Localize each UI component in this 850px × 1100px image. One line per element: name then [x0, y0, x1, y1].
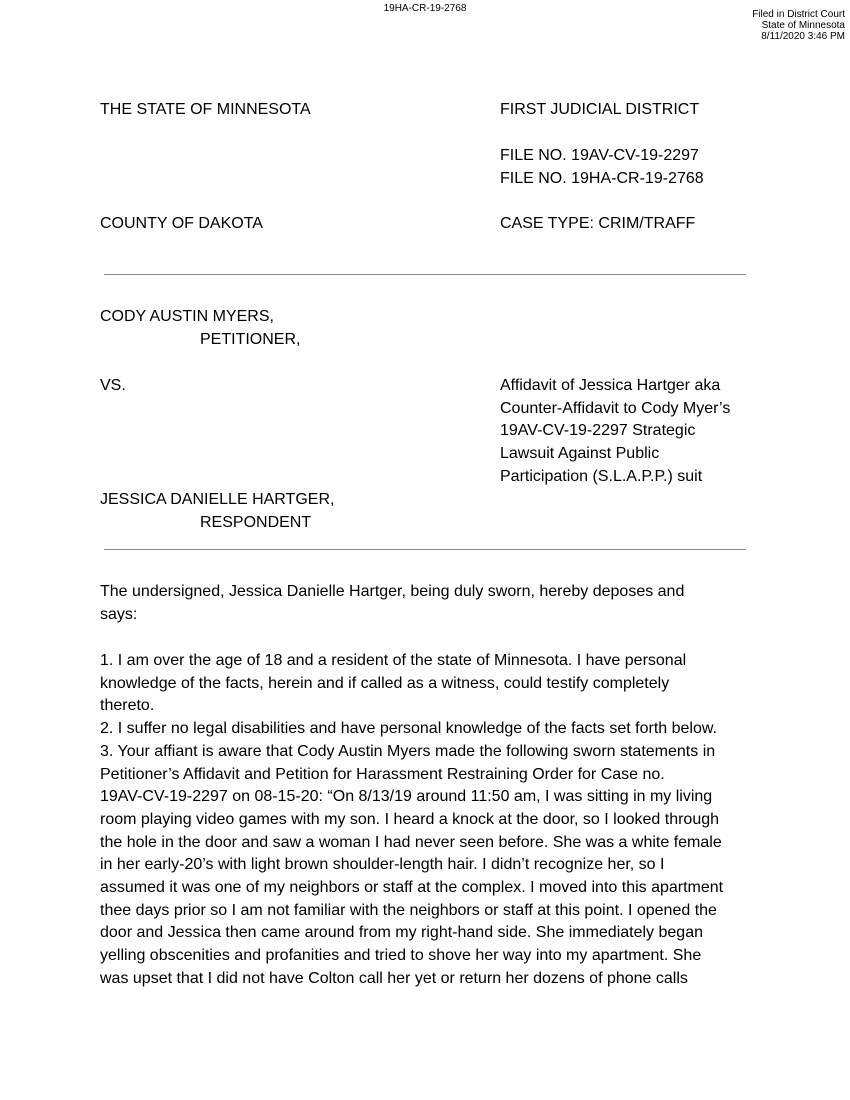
filing-stamp-line: State of Minnesota	[761, 20, 845, 31]
filing-stamp	[752, 9, 845, 42]
affidavit-paragraphs	[100, 650, 723, 991]
respondent-role: RESPONDENT	[200, 514, 312, 531]
paragraph-line: 19AV-CV-19-2297 on 08-15-20: “On 8/13/19 around 11:50 am, I was sitting in my living	[100, 788, 713, 806]
caption-divider-top	[104, 274, 746, 275]
district-heading: FIRST JUDICIAL DISTRICT	[500, 101, 700, 118]
paragraph-line: thee days prior so I am not familiar with the neighbors or staff at this point. I opened the	[100, 901, 717, 919]
paragraph-line: 2. I suffer no legal disabilities and have personal knowledge of the facts set forth below.	[100, 720, 717, 738]
paragraph-line: yelling obscenities and profanities and tried to shove her way into my apartment. She	[100, 947, 702, 965]
paragraph-line: knowledge of the facts, herein and if called as a witness, could testify completely	[100, 674, 670, 692]
document-title-line: Participation (S.L.A.P.P.) suit	[500, 467, 703, 485]
paragraph-line: in her early-20’s with light brown shoulder-length hair. I didn’t recognize her, so I	[100, 856, 665, 874]
file-number-civil: FILE NO. 19AV-CV-19-2297	[500, 147, 699, 164]
respondent-name: JESSICA DANIELLE HARTGER,	[100, 491, 335, 508]
top-case-number: 19HA-CR-19-2768	[383, 3, 467, 14]
paragraph-line: assumed it was one of my neighbors or staff at the complex. I moved into this apartment	[100, 879, 724, 897]
versus-label: VS.	[100, 377, 126, 394]
filing-stamp-line: Filed in District Court	[752, 9, 845, 20]
paragraph-line: the hole in the door and saw a woman I had never seen before. She was a white female	[100, 833, 722, 851]
document-title-line: Lawsuit Against Public	[500, 445, 660, 463]
case-type: CASE TYPE: CRIM/TRAFF	[500, 215, 696, 232]
paragraph-line: door and Jessica then came around from my right-hand side. She immediately began	[100, 924, 703, 942]
petitioner-name: CODY AUSTIN MYERS,	[100, 308, 274, 325]
intro-line: says:	[100, 606, 138, 623]
paragraph-line: 1. I am over the age of 18 and a resident of the state of Minnesota. I have personal	[100, 652, 687, 669]
intro-line: The undersigned, Jessica Danielle Hartger, being duly sworn, hereby deposes and	[100, 583, 685, 600]
paragraph-line: was upset that I did not have Colton call her yet or return her dozens of phone calls	[100, 969, 688, 987]
document-title	[500, 375, 730, 489]
caption-divider-bottom	[104, 549, 746, 550]
paragraph-line: Petitioner’s Affidavit and Petition for Harassment Restraining Order for Case no.	[100, 765, 665, 783]
filing-stamp-line: 8/11/2020 3:46 PM	[761, 31, 845, 42]
file-number-criminal: FILE NO. 19HA-CR-19-2768	[500, 170, 704, 187]
paragraph-line: thereto.	[100, 697, 155, 715]
petitioner-role: PETITIONER,	[200, 331, 301, 348]
document-title-line: 19AV-CV-19-2297 Strategic	[500, 422, 696, 440]
paragraph-line: room playing video games with my son. I heard a knock at the door, so I looked through	[100, 810, 720, 828]
document-title-line: Counter-Affidavit to Cody Myer’s	[500, 399, 731, 417]
document-title-line: Affidavit of Jessica Hartger aka	[500, 377, 721, 394]
county-heading: COUNTY OF DAKOTA	[100, 215, 263, 232]
paragraph-line: 3. Your affiant is aware that Cody Austin Myers made the following sworn statements in	[100, 742, 716, 760]
state-heading: THE STATE OF MINNESOTA	[100, 101, 311, 118]
